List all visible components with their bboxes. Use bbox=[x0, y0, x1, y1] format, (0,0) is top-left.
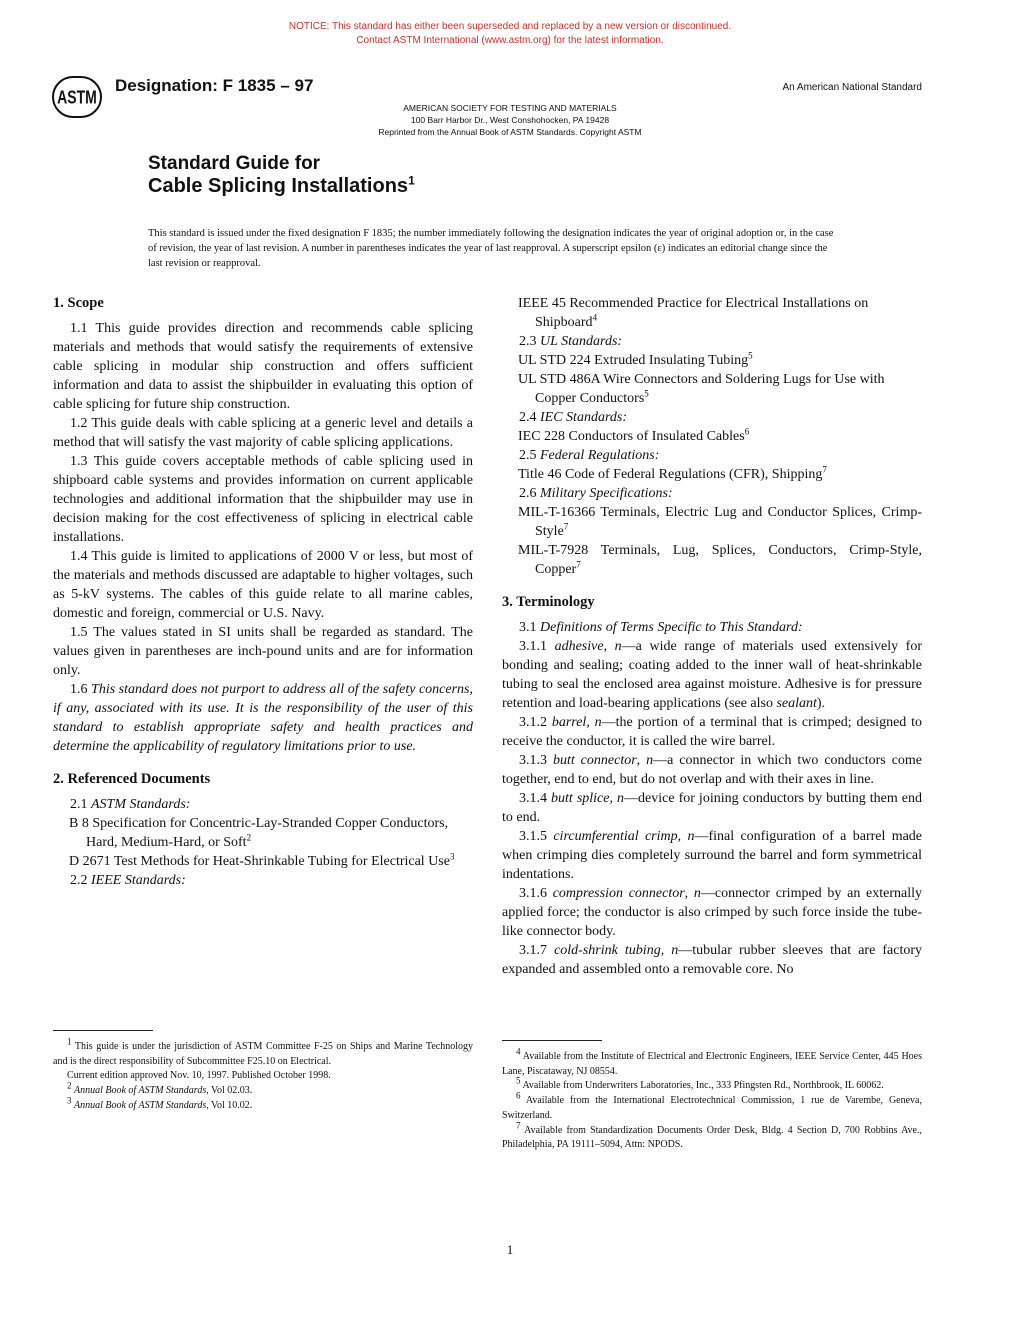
para-1-5: 1.5 The values stated in SI units shall be regarded as standard. The values given in parentheses are inch-pound units and are for information only. bbox=[53, 625, 473, 678]
subsection-2-4 bbox=[502, 408, 922, 427]
ref-mil7928-text: MIL-T-7928 Terminals, Lug, Splices, Conductors, Crimp-Style, Copper bbox=[518, 543, 922, 577]
subsection-3-1-title: Definitions of Terms Specific to This Standard: bbox=[540, 620, 803, 635]
footnote-4 bbox=[502, 1046, 923, 1079]
term-3-1-2: 3.1.2 barrel, n—the portion of a terminal that is crimped; designed to receive the conductor, it is called the wire barrel. bbox=[502, 715, 923, 749]
logo-text: ASTM bbox=[57, 87, 97, 108]
term-end: ). bbox=[816, 696, 826, 711]
notice-line-1: NOTICE: This standard has either been superseded and replaced by a new version or discontinued. bbox=[288, 21, 732, 32]
term-def: —final configuration of a barrel made when crimping dies completely surround the barrel and form symmetrical indentations. bbox=[502, 829, 923, 882]
term-num: 3.1.4 bbox=[519, 791, 547, 806]
ref-ul486a-text: UL STD 486A Wire Connectors and Soldering Lugs for Use with Copper Conductors bbox=[518, 372, 885, 406]
term-3-1-5: 3.1.5 circumferential crimp, n—final configuration of a barrel made when crimping dies completely surround the barrel and form symmetrical indentations. bbox=[502, 829, 923, 882]
term-name: butt splice bbox=[551, 791, 610, 806]
ref-b8-text: B 8 Specification for Concentric-Lay-Stranded Copper Conductors, Hard, Medium-Hard, or Soft bbox=[69, 816, 449, 850]
footnote-7-text: Available from Standardization Documents Order Desk, Bldg. 4 Section D, 700 Robbins Ave., Philadelphia, PA 19111–5094, Attn: NPODS. bbox=[502, 1124, 922, 1151]
society-name: AMERICAN SOCIETY FOR TESTING AND MATERIALS bbox=[403, 103, 617, 113]
section-heading-referenced: 2. Referenced Documents bbox=[53, 771, 211, 787]
ref-mil16366 bbox=[502, 503, 922, 541]
footnote-5 bbox=[502, 1076, 922, 1094]
subsection-2-5-title: Federal Regulations: bbox=[540, 448, 660, 463]
term-see: sealant bbox=[776, 696, 817, 711]
para-1-6-num: 1.6 bbox=[70, 682, 88, 697]
ref-mil7928 bbox=[502, 541, 922, 579]
section-heading-terminology: 3. Terminology bbox=[502, 594, 595, 610]
term-3-1-7: 3.1.7 cold-shrink tubing, n—tubular rubber sleeves that are factory expanded and assembled onto a removable core. No bbox=[502, 943, 922, 977]
subsection-3-1 bbox=[502, 618, 922, 637]
subsection-2-5-num: 2.5 bbox=[519, 448, 537, 463]
ref-d2671-text: D 2671 Test Methods for Heat-Shrinkable Tubing for Electrical Use bbox=[69, 854, 450, 869]
footnote-3-text: , Vol 10.02. bbox=[206, 1099, 253, 1111]
term-num: 3.1.5 bbox=[519, 829, 547, 844]
footnote-6-text: Available from the International Electrotechnical Commission, 1 rue de Varembe, Geneva, Switzerland. bbox=[502, 1095, 922, 1121]
society-address: 100 Barr Harbor Dr., West Conshohocken, PA 19428 bbox=[410, 115, 610, 125]
term-def: —a connector in which two conductors come together, end to end, but do not overlap and with their axes in line. bbox=[502, 753, 923, 787]
term-name: cold-shrink tubing bbox=[554, 943, 661, 958]
term-pos: n bbox=[617, 791, 625, 806]
footnote-5-num: 5 bbox=[516, 1076, 521, 1087]
footnote-4-num: 4 bbox=[516, 1046, 521, 1057]
term-3-1-3: 3.1.3 butt connector, n—a connector in which two conductors come together, end to end, but do not overlap and with their axes in line. bbox=[502, 753, 923, 787]
subsection-2-3-num: 2.3 bbox=[519, 334, 537, 349]
title-footnote-ref: 1 bbox=[408, 173, 415, 188]
ref-b8-sup: 2 bbox=[246, 832, 252, 843]
term-def: —device for joining conductors by butting them end to end. bbox=[502, 791, 923, 825]
footnote-7 bbox=[502, 1120, 922, 1153]
subsection-2-1-title: ASTM Standards: bbox=[91, 797, 191, 812]
ref-iec228-text: IEC 228 Conductors of Insulated Cables bbox=[518, 429, 745, 444]
term-pos: n bbox=[614, 639, 622, 654]
footnote-2-num: 2 bbox=[67, 1080, 72, 1091]
ref-ul486a-sup: 5 bbox=[644, 388, 649, 399]
subsection-3-1-num: 3.1 bbox=[519, 620, 537, 635]
american-national-standard: An American National Standard bbox=[782, 82, 922, 93]
subsection-2-6-title: Military Specifications: bbox=[540, 486, 673, 501]
footnote-3-italic: Annual Book of ASTM Standards bbox=[74, 1099, 207, 1111]
subsection-2-1-num: 2.1 bbox=[70, 797, 88, 812]
right-column bbox=[502, 294, 922, 979]
supersede-notice bbox=[0, 20, 1020, 48]
subsection-2-5 bbox=[502, 446, 922, 465]
term-pos: n bbox=[693, 886, 701, 901]
ref-iec228 bbox=[502, 427, 922, 446]
footnote-6-num: 6 bbox=[516, 1090, 521, 1101]
footnote-rule-left bbox=[53, 1030, 153, 1031]
para-1-4: 1.4 This guide is limited to applications of 2000 V or less, but most of the materials and methods discussed are adaptable to higher voltages, such as 5-kV systems. The cables of this guide relate to all marine cables, domestic and foreign, commercial or U.S. Navy. bbox=[53, 549, 473, 621]
footnote-1-num: 1 bbox=[67, 1036, 72, 1047]
term-3-1-4: 3.1.4 butt splice, n—device for joining conductors by butting them end to end. bbox=[502, 791, 923, 825]
footnote-rule-right bbox=[502, 1040, 602, 1041]
page-title bbox=[148, 175, 415, 198]
para-1-3: 1.3 This guide covers acceptable methods of cable splicing used in shipboard cable systems and provides information on current applicable technologies and additional information that the shipbuilder may use in decision making for the cost effectiveness of splicing in electrical cable installations. bbox=[53, 454, 473, 545]
footnote-4-text: Available from the Institute of Electrical and Electronic Engineers, IEEE Service Center, 445 Hoes Lane, Piscataway, NJ 08554. bbox=[502, 1051, 923, 1077]
ref-ul224-text: UL STD 224 Extruded Insulating Tubing bbox=[518, 353, 749, 368]
footnote-5-text: Available from Underwriters Laboratories, Inc., 333 Pfingsten Rd., Northbrook, IL 60062. bbox=[522, 1080, 884, 1092]
title-line-2: Cable Splicing Installations bbox=[148, 175, 409, 197]
astm-logo-icon bbox=[52, 76, 102, 118]
term-pos: n bbox=[594, 715, 602, 730]
subsection-2-2 bbox=[53, 871, 473, 890]
para-1-6 bbox=[53, 680, 473, 756]
term-def: —a wide range of materials used extensively for bonding and sealing; coating added to the inner wall of heat-shrinkable tubing to seal the enclosed area against moisture. Adhesive is for pressure retention and load-bearing applications (see also bbox=[502, 639, 923, 711]
ref-mil16366-sup: 7 bbox=[563, 521, 569, 532]
term-num: 3.1.6 bbox=[519, 886, 547, 901]
term-pos: n bbox=[646, 753, 654, 768]
term-num: 3.1.2 bbox=[519, 715, 547, 730]
footnote-1-approval: Current edition approved Nov. 10, 1997. Published October 1998. bbox=[67, 1070, 331, 1082]
subsection-2-2-title: IEEE Standards: bbox=[91, 873, 186, 888]
footnotes-left bbox=[53, 1036, 473, 1114]
term-def: —the portion of a terminal that is crimped; designed to receive the conductor, it is called the wire barrel. bbox=[502, 715, 923, 749]
designation: Designation: F 1835 – 97 bbox=[115, 76, 314, 95]
subsection-2-3 bbox=[502, 332, 922, 351]
para-1-1: 1.1 This guide provides direction and recommends cable splicing materials and methods that would satisfy the requirements of extensive cable splicing in modular ship construction and offers sufficient information and data to assist the shipbuilder in evaluating this option of cable splicing for future ship construction. bbox=[53, 321, 473, 412]
ref-title46-text: Title 46 Code of Federal Regulations (CFR), Shipping bbox=[518, 467, 823, 482]
footnote-2-text: , Vol 02.03. bbox=[206, 1085, 253, 1097]
section-heading-scope: 1. Scope bbox=[53, 295, 104, 311]
issued-statement: This standard is issued under the fixed designation F 1835; the number immediately following the designation indicates the year of original adoption or, in the case of revision, the year of last revision. A number in parentheses indicates the year of last reapproval. A superscript epsilon (ε) indicates an editorial change since the last revision or reapproval. bbox=[148, 228, 834, 269]
ref-ul486a bbox=[502, 370, 922, 408]
subsection-2-6-num: 2.6 bbox=[519, 486, 537, 501]
ref-b8 bbox=[53, 814, 473, 852]
footnotes-right bbox=[502, 1046, 923, 1153]
society-block bbox=[300, 102, 720, 138]
ref-ul224 bbox=[502, 351, 922, 370]
society-reprint: Reprinted from the Annual Book of ASTM Standards. Copyright ASTM bbox=[378, 127, 642, 137]
para-1-2: 1.2 This guide deals with cable splicing at a generic level and details a method that will satisfy the vast majority of cable splicing applications. bbox=[53, 416, 473, 450]
term-name: circumferential crimp bbox=[553, 829, 678, 844]
ref-d2671 bbox=[53, 852, 473, 871]
term-def: —tubular rubber sleeves that are factory expanded and assembled onto a removable core. No bbox=[502, 943, 922, 977]
ref-mil7928-sup: 7 bbox=[576, 559, 581, 570]
ref-ieee45 bbox=[502, 294, 922, 332]
term-num: 3.1.1 bbox=[519, 639, 547, 654]
term-def: —connector crimped by an externally applied force; the conductor is also crimped by such force inside the tube-like connector body. bbox=[502, 886, 923, 939]
ref-iec228-sup: 6 bbox=[744, 426, 750, 437]
left-column bbox=[53, 294, 473, 890]
term-name: adhesive bbox=[554, 639, 604, 654]
notice-line-2: Contact ASTM International (www.astm.org) for the latest information. bbox=[356, 35, 664, 46]
page-number: 1 bbox=[506, 1242, 514, 1257]
subsection-2-3-title: UL Standards: bbox=[540, 334, 623, 349]
ref-ul224-sup: 5 bbox=[748, 350, 753, 361]
footnote-7-num: 7 bbox=[516, 1120, 521, 1131]
term-pos: n bbox=[687, 829, 695, 844]
term-num: 3.1.3 bbox=[519, 753, 547, 768]
term-3-1-1: 3.1.1 adhesive, n—a wide range of materials used extensively for bonding and sealing; coating added to the inner wall of heat-shrinkable tubing to seal the enclosed area against moisture. Adhesive is for pressure retention and load-bearing applications (see also sealant). bbox=[502, 639, 923, 711]
term-name: compression connector bbox=[552, 886, 685, 901]
subsection-2-4-title: IEC Standards: bbox=[540, 410, 627, 425]
subsection-2-4-num: 2.4 bbox=[519, 410, 537, 425]
ref-mil16366-text: MIL-T-16366 Terminals, Electric Lug and Conductor Splices, Crimp-Style bbox=[518, 505, 922, 539]
footnote-3-num: 3 bbox=[67, 1095, 72, 1106]
para-1-6-text: This standard does not purport to address all of the safety concerns, if any, associated with its use. It is the responsibility of the user of this standard to establish appropriate safety and health practices and determine the applicability of regulatory limitations prior to use. bbox=[53, 682, 473, 754]
footnote-1 bbox=[53, 1036, 473, 1069]
footnote-6 bbox=[502, 1090, 922, 1123]
term-num: 3.1.7 bbox=[519, 943, 547, 958]
ref-title46 bbox=[502, 465, 922, 484]
term-3-1-6: 3.1.6 compression connector, n—connector crimped by an externally applied force; the conductor is also crimped by such force inside the tube-like connector body. bbox=[502, 886, 923, 939]
ref-d2671-sup: 3 bbox=[449, 851, 455, 862]
footnote-3 bbox=[53, 1095, 473, 1114]
ref-title46-sup: 7 bbox=[822, 464, 827, 475]
subsection-2-6 bbox=[502, 484, 922, 503]
term-name: barrel bbox=[551, 715, 587, 730]
ref-ieee45-text: IEEE 45 Recommended Practice for Electrical Installations on Shipboard bbox=[518, 296, 869, 330]
term-name: butt connector bbox=[552, 753, 637, 768]
term-pos: n bbox=[671, 943, 679, 958]
footnote-1-text: This guide is under the jurisdiction of ASTM Committee F-25 on Ships and Marine Technology and is the direct responsibility of Subcommittee F25.10 on Electrical. bbox=[53, 1041, 473, 1067]
subsection-2-1 bbox=[53, 795, 473, 814]
title-line-1: Standard Guide for bbox=[148, 153, 321, 174]
footnote-2-italic: Annual Book of ASTM Standards bbox=[74, 1085, 207, 1097]
footnote-2 bbox=[53, 1080, 473, 1099]
subsection-2-2-num: 2.2 bbox=[70, 873, 88, 888]
ref-ieee45-sup: 4 bbox=[592, 312, 598, 323]
